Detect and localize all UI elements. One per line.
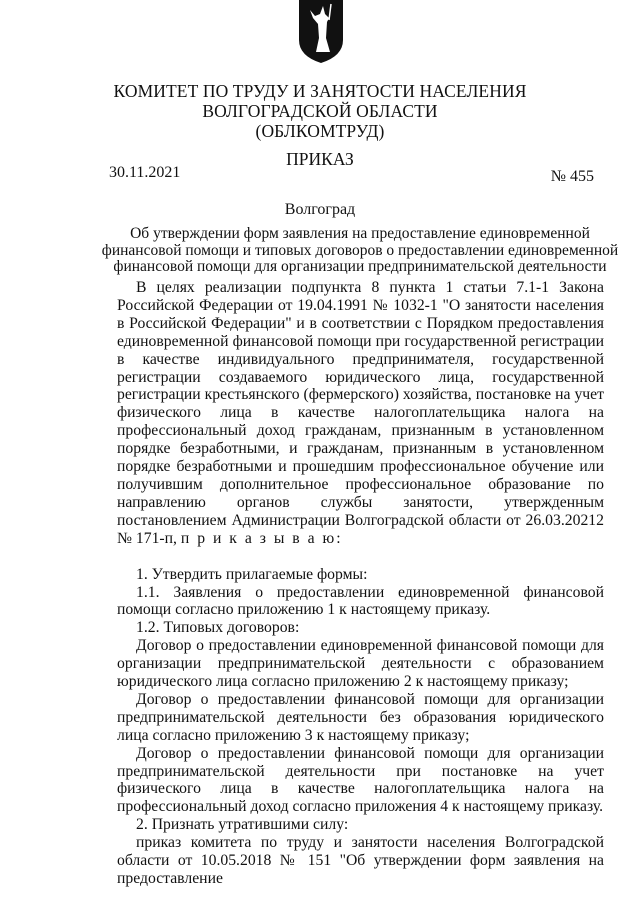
contract-form-1: Договор о предоставлении единовременной финансовой помощи для организации предпринимательской деятельности с образованием юридического лица согласно приложению 2 к настоящему приказу; <box>117 637 604 691</box>
doc-type-title: ПРИКАЗ <box>286 149 354 169</box>
decree-word: п р и к а з ы в а ю: <box>180 529 343 547</box>
item-1: 1. Утвердить прилагаемые формы: <box>136 565 368 583</box>
org-name-line2: ВОЛГОГРАДСКОЙ ОБЛАСТИ <box>202 101 438 121</box>
preamble-text: В целях реализации подпункта 8 пункта 1 статьи 7.1-1 Закона Российской Федерации от 19.04.1991 № 1032-1 "О занятости населения в Российской Федерации" и в соответствии с Порядком предоставления единовременной финансовой помощи при государственной регистрации в качестве индивидуального предпринимателя, государственной регистрации создаваемого юридического лица, государственной регистрации крестьянского (фермерского) хозяйства, постановке на учет физического лица в качестве налогоплательщика налога на профессиональный доход гражданам, признанным в установленном порядке безработными, и гражданам, признанным в установленном порядке безработными и прошедшим профессиональное обучение или получившим дополнительное профессиональное образование по направлению органов службы занятости, утвержденным постановлением Администрации Волгоградской области от 26.03.20212 № 171-п, <box>117 279 604 547</box>
order-body <box>117 279 604 888</box>
item-1-2: 1.2. Типовых договоров: <box>136 619 300 637</box>
order-date: 30.11.2021 <box>109 164 181 181</box>
preamble-paragraph <box>117 279 604 548</box>
org-name-line3: (ОБЛКОМТРУД) <box>255 121 385 141</box>
item-2: 2. Признать утратившими силу: <box>136 816 349 834</box>
subject-line1: Об утверждении форм заявления на предоставление единовременной <box>130 225 590 242</box>
item-1-1: 1.1. Заявления о предоставлении единовременной финансовой помощи согласно приложению 1 к настоящему приказу. <box>117 583 604 619</box>
order-number: № 455 <box>550 168 594 185</box>
subject-line2: финансовой помощи и типовых договоров о предоставлении единовременной <box>101 241 619 259</box>
subject-line3: финансовой помощи для организации предпринимательской деятельности <box>113 258 607 275</box>
order-subject <box>100 226 620 276</box>
coat-of-arms-icon <box>296 0 346 63</box>
contract-form-2: Договор о предоставлении финансовой помощи для организации предпринимательской деятельности без образования юридического лица согласно приложению 3 к настоящему приказу; <box>117 690 604 744</box>
org-name-line1: КОМИТЕТ ПО ТРУДУ И ЗАНЯТОСТИ НАСЕЛЕНИЯ <box>113 81 527 101</box>
city-name: Волгоград <box>284 201 356 218</box>
contract-form-3: Договор о предоставлении финансовой помощи для организации предпринимательской деятельности при постановке на учет физического лица в качестве налогоплательщика налога на профессиональный доход согласно приложения 4 к настоящему приказу. <box>117 744 604 816</box>
item-2-text: приказ комитета по труду и занятости населения Волгоградской области от 10.05.2018 № 151 "Об утверждении форм заявления на предоставление <box>117 834 604 887</box>
